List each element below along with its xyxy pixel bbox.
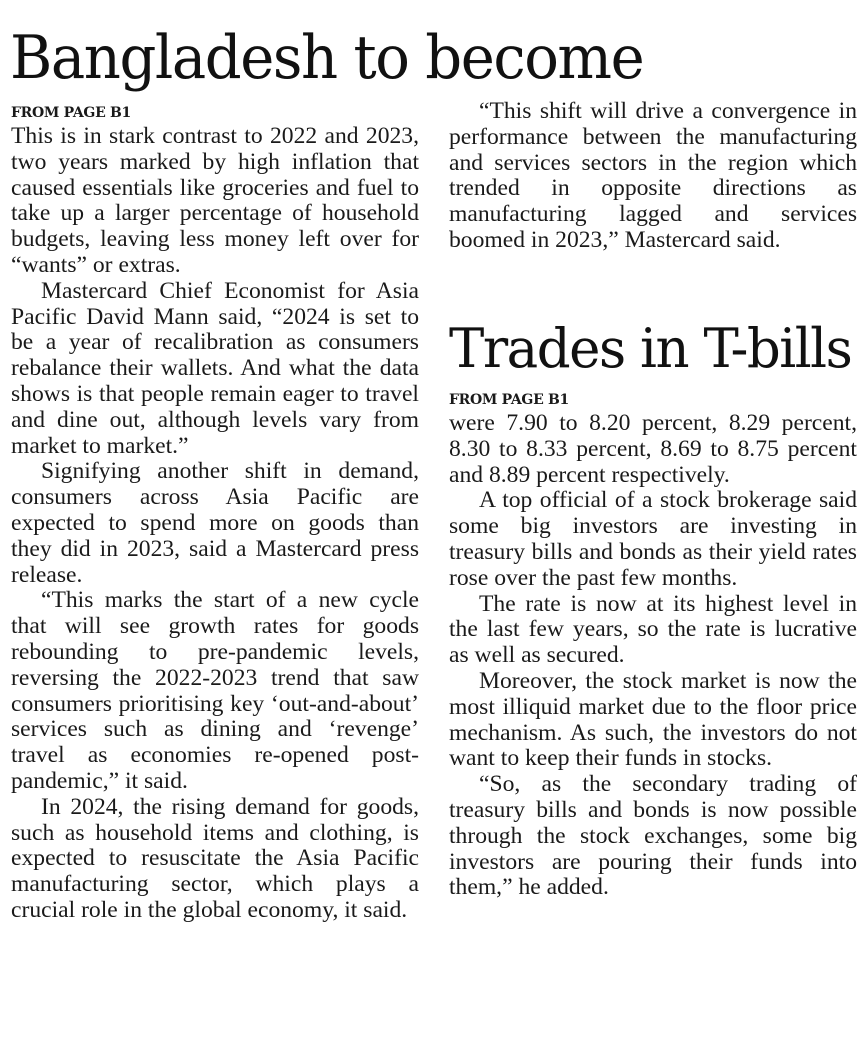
article-column-right-continued [449,99,857,254]
article-headline-bangladesh: Bangladesh to become [10,23,644,93]
article-paragraph: Signifying another shift in demand, consumers across Asia Pacific are expected to spend more on goods than they did in 2023, said a Mastercard press release. [11,458,419,588]
article-paragraph: Moreover, the stock market is now the most illiquid market due to the floor price mechanism. As such, the investors do not want to keep their funds in stocks. [449,667,857,772]
article-headline-tbills: Trades in T-bills [449,317,852,380]
article-paragraph: “This marks the start of a new cycle that will see growth rates for goods rebounding to pre-pandemic levels, reversing the 2022-2023 trend that saw consumers prioritising key ‘out-and-about’ services such as dining and ‘revenge’ travel as economies re-opened post-pandemic,” it said. [11,587,419,794]
continued-from-kicker: FROM PAGE B1 [449,392,569,408]
article-paragraph: In 2024, the rising demand for goods, such as household items and clothing, is expected to resuscitate the Asia Pacific manufacturing sector, which plays a crucial role in the global economy, it said. [11,793,419,923]
article-paragraph: “So, as the secondary trading of treasury bills and bonds is now possible through the stock exchanges, some big investors are pouring their funds into them,” he added. [449,771,857,901]
continued-from-kicker: FROM PAGE B1 [11,105,131,121]
article-paragraph: Mastercard Chief Economist for Asia Pacific David Mann said, “2024 is set to be a year of recalibration as consumers rebalance their wallets. And what the data shows is that people remain eager to travel and dine out, although levels vary from market to market.” [11,277,419,459]
article-column-tbills [449,411,857,901]
article-paragraph: This is in stark contrast to 2022 and 2023, two years marked by high inflation that caused essentials like groceries and fuel to take up a larger percentage of household budgets, leaving less money left over for “wants” or extras. [11,123,419,278]
article-paragraph: The rate is now at its highest level in the last few years, so the rate is lucrative as well as secured. [449,590,857,669]
article-paragraph: A top official of a stock brokerage said some big investors are investing in treasury bills and bonds as their yield rates rose over the past few months. [449,487,857,591]
article-paragraph: were 7.90 to 8.20 percent, 8.29 percent, 8.30 to 8.33 percent, 8.69 to 8.75 percent and 8.89 percent respectively. [449,410,857,488]
article-paragraph: “This shift will drive a convergence in performance between the manufacturing and services sectors in the region which trended in opposite directions as manufacturing lagged and services boomed in 2023,” Mastercard said. [449,98,857,253]
article-column-left [11,124,419,924]
